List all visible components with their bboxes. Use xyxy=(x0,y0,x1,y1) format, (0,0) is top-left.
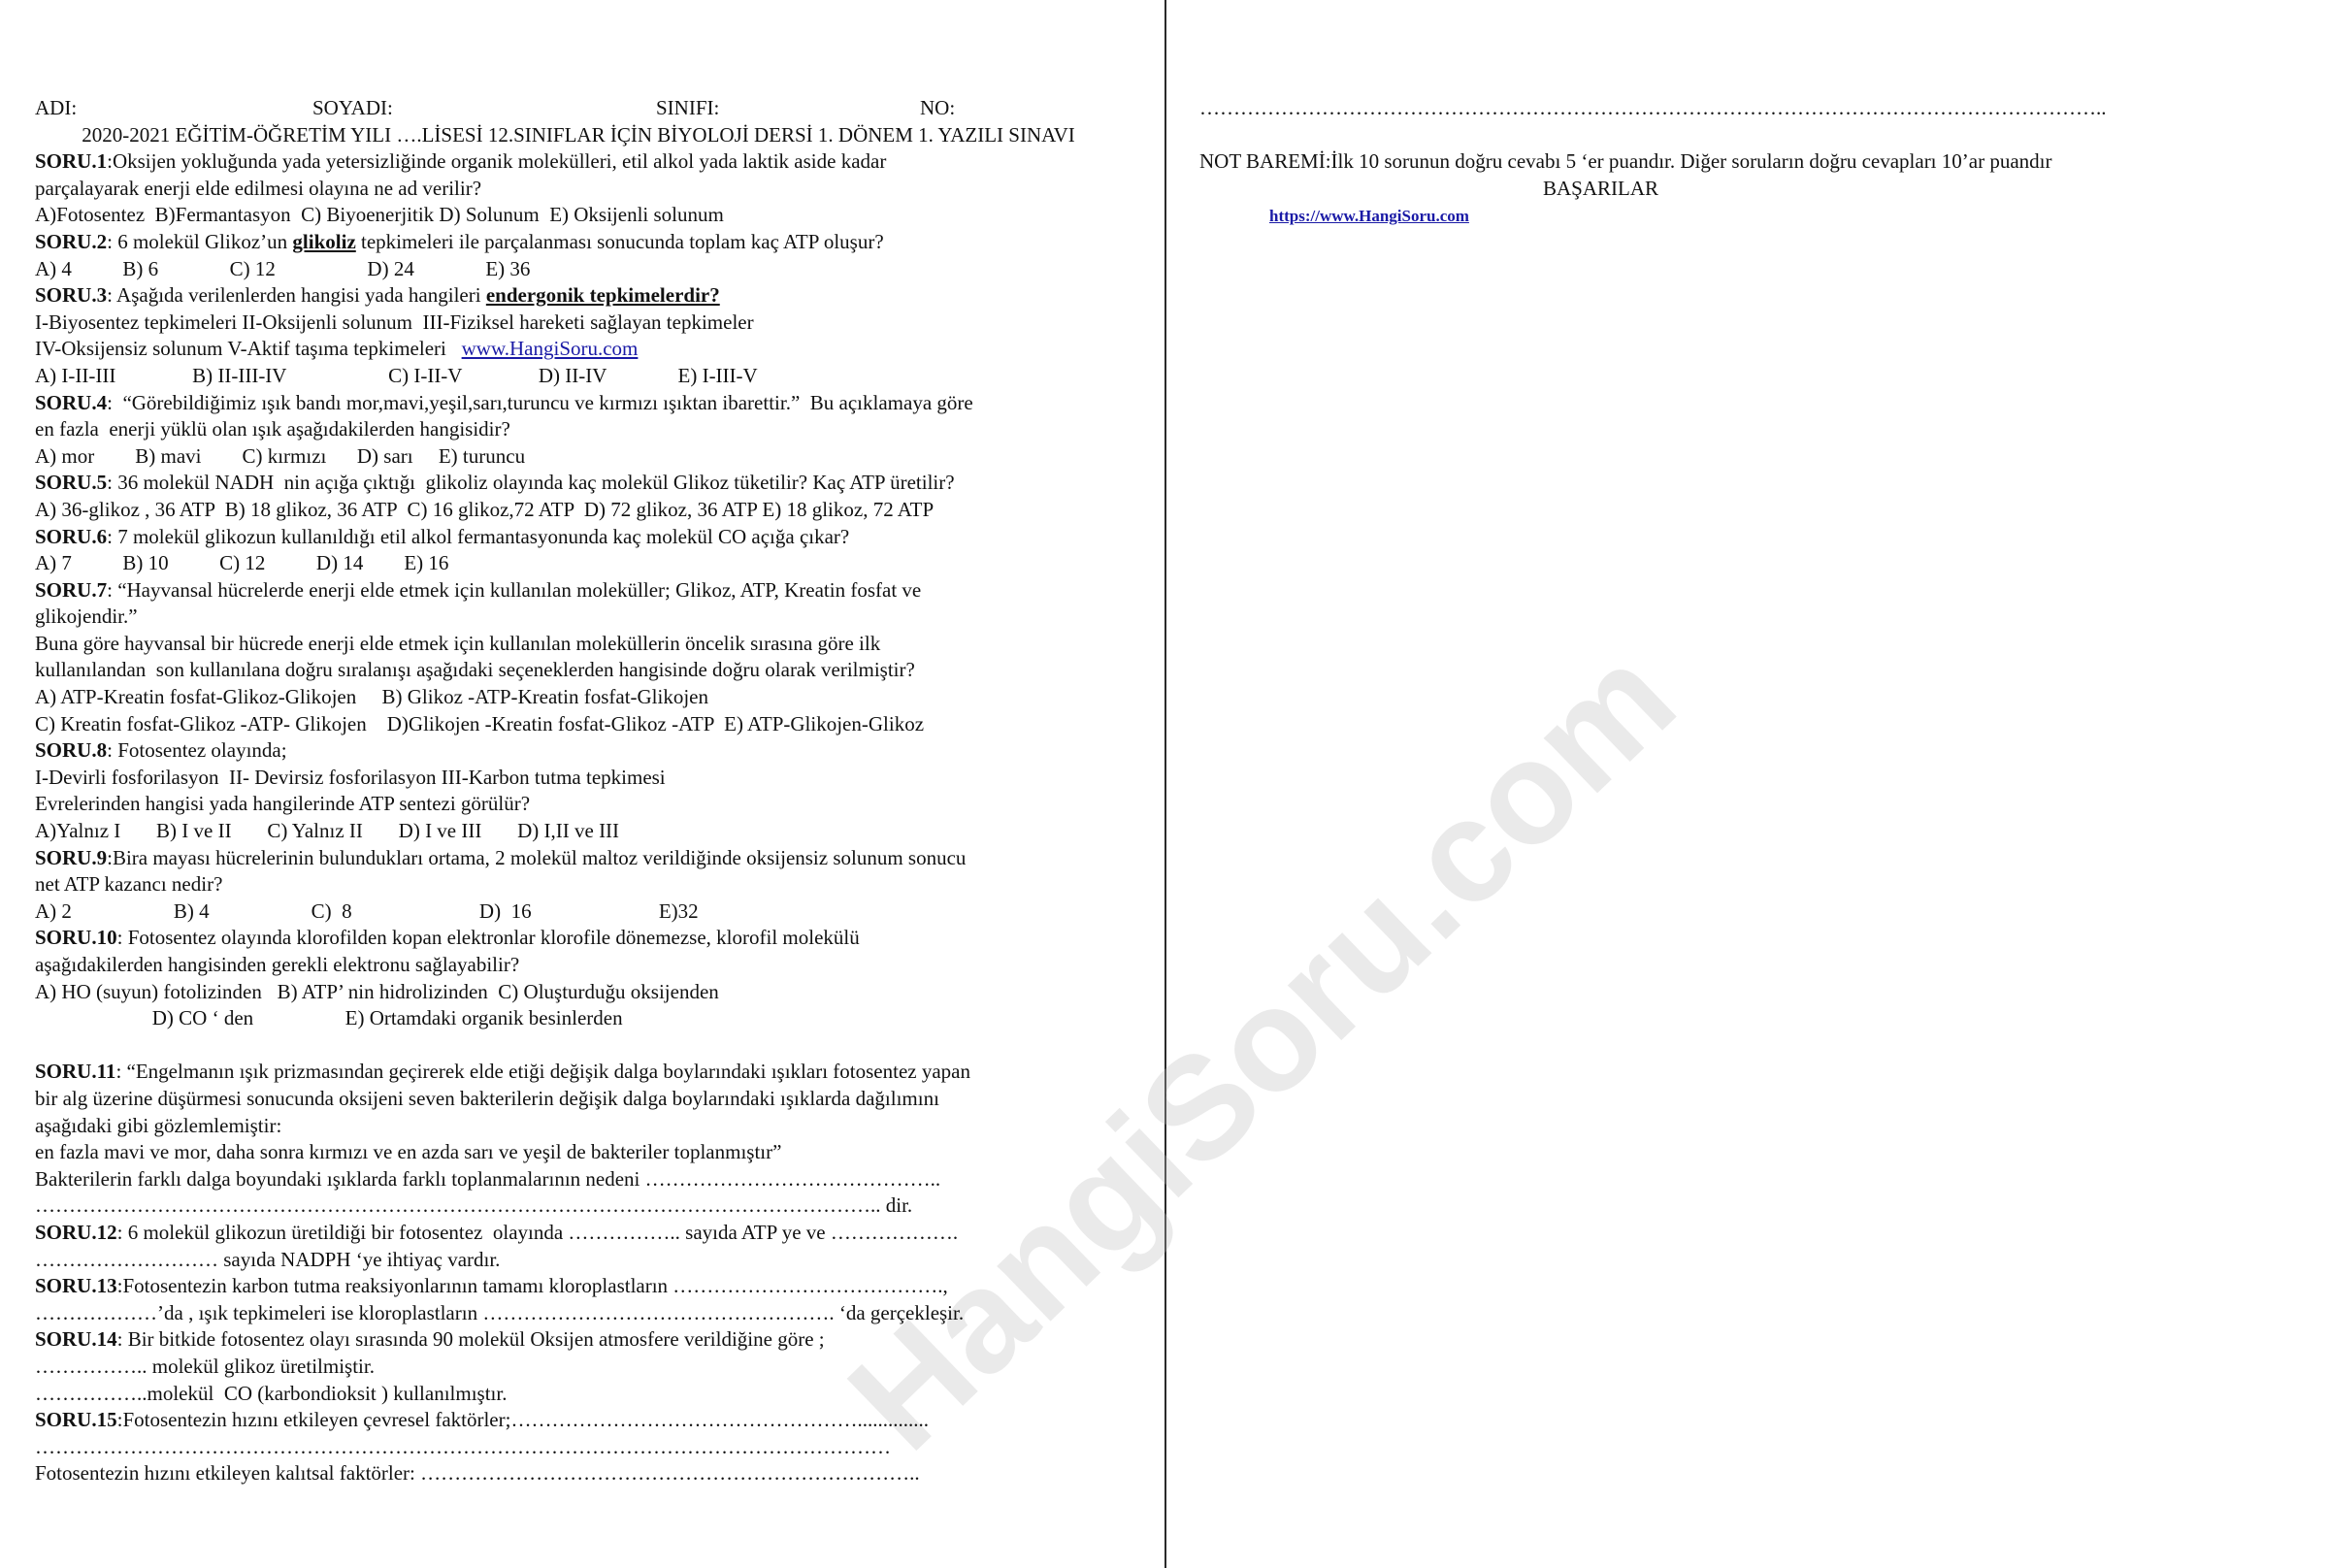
exam-left-column: ADI: SOYADI: SINIFI: NO: 2020-2021 EĞİTİM-ÖĞRETİM YILI ….LİSESİ 12.SINIFLAR İÇİN BİYOLOJİ DERSİ 1. DÖNEM 1. YAZILI SINAVI SORU.1:Oksijen yokluğunda yada yetersizliğinde organik molekülleri, etil alkol yada laktik aside kadar parçalayarak enerji elde edilmesi olayına ne ad verilir? A)Fotosentez B)Fermantasyon C) Biyoenerjitik D) Solunum E) Oksijenli solunum SORU.2: 6 molekül Glikoz’un glikoliz tepkimeleri ile parçalanması sonucunda toplam kaç ATP oluşur? A) 4 B) 6 C) 12 D) 24 E) 36 SORU.3: Aşağıda verilenlerden hangisi yada hangileri endergonik tepkimelerdir? I-Biyosentez tepkimeleri II-Oksijenli solunum III-Fiziksel hareketi sağlayan tepkimeler IV-Oksijensiz solunum V-Aktif taşıma tepkimeleri www.HangiSoru.com A) I-II-III B) II-III-IV C) I-II-V D) II-IV E) I-III-V SORU.4: “Görebildiğimiz ışık bandı mor,mavi,yeşil,sarı,turuncu ve kırmızı ışıktan ibarettir.” Bu açıklamaya göre en fazla enerji yüklü olan ışık aşağıdakilerden hangisidir? A) mor B) mavi C) kırmızı D) sarı E) turuncu SORU.5: 36 molekül NADH nin açığa çıktığı glikoliz olayında kaç molekül Glikoz tüketilir? Kaç ATP üretilir? A) 36-glikoz , 36 ATP B) 18 glikoz, 36 ATP C) 16 glikoz,72 ATP D) 72 glikoz, 36 ATP E) 18 glikoz, 72 ATP SORU.6: 7 molekül glikozun kullanıldığı etil alkol fermantasyonunda kaç molekül CO açığa çıkar? A) 7 B) 10 C) 12 D) 14 E) 16 SORU.7: “Hayvansal hücrelerde enerji elde etmek için kullanılan moleküller; Glikoz, ATP, Kreatin fosfat ve glikojendir.” Buna göre hayvansal bir hücrede enerji elde etmek için kullanılan moleküllerin öncelik sırasına göre ilk kullanılandan son kullanılana doğru sıralanışı aşağıdaki seçeneklerden hangisinde doğru olarak verilmiştir? A) ATP-Kreatin fosfat-Glikoz-Glikojen B) Glikoz -ATP-Kreatin fosfat-Glikojen C) Kreatin fosfat-Glikoz -ATP- Glikojen D)Glikojen -Kreatin fosfat-Glikoz -ATP E) ATP-Glikojen-Glikoz SORU.8: Fotosentez olayında; I-Devirli fosforilasyon II- Devirsiz fosforilasyon III-Karbon tutma tepkimesi Evrelerinden hangisi yada hangilerinde ATP sentezi görülür? A)Yalnız I B) I ve II C) Yalnız II D) I ve III D) I,II ve III SORU.9:Bira mayası hücrelerinin bulundukları ortama, 2 molekül maltoz verildiğinde oksijensiz solunum sonucu net ATP kazancı nedir? A) 2 B) 4 C) 8 D) 16 E)32 SORU.10: Fotosentez olayında klorofilden kopan elektronlar klorofile dönemezse, klorofil molekülü aşağıdakilerden hangisinden gerekli elektronu sağlayabilir? A) HO (suyun) fotolizinden B) ATP’ nin hidrolizinden C) Oluşturduğu oksijenden D) CO ‘ den E) Ortamdaki organik besinlerden SORU.11: “Engelmanın ışık prizmasından geçirerek elde etiği değişik dalga boylarındaki ışıkları fotosentez yapan bir alg üzerine düşürmesi sonucunda oksijeni seven bakterilerin değişik dalga boylarındaki ışıklarda dağılımını aşağıdaki gibi gözlemlemiştir: en fazla mavi ve mor, daha sonra kırmızı ve en azda sarı ve yeşil de bakteriler toplanmıştır” Bakterilerin farklı dalga boyundaki ışıklarda farklı toplanmalarının nedeni …………………………………….. …………………………………………………………………………………………………………….. dir. SORU.12: 6 molekül glikozun üretildiği bir fotosentez olayında …………….. sayıda ATP ye ve ………………. ……………………… sayıda NADPH ‘ye ihtiyaç vardır. SORU.13:Fotosentezin karbon tutma reaksiyonlarının tamamı kloroplastların …………………………………., ………………’da , ışık tepkimeleri ise kloroplastların ……………………………………………. ‘da gerçekleşir. SORU.14: Bir bitkide fotosentez olayı sırasında 90 molekül Oksijen atmosfere verildiğine göre ; …………….. molekül glikoz üretilmiştir. ……………..molekül CO (karbondioksit ) kullanılmıştır. SORU.15:Fotosentezin hızını etkileyen çevresel faktörler;…………………………………………….............. ……………………………………………………………………………………………………………… Fotosentezin hızını etkileyen kalıtsal faktörler: ……………………………………………………………….. xyxy=(35,95,1122,1487)
question-2: SORU.2: 6 molekül Glikoz’un glikoliz tepkimeleri ile parçalanması sonucunda toplam kaç ATP oluşur? xyxy=(35,229,884,253)
name-label: ADI: xyxy=(35,96,78,119)
column-divider xyxy=(1164,0,1166,1568)
student-info-row xyxy=(35,95,1122,122)
question-3: SORU.3: Aşağıda verilenlerden hangisi yada hangileri endergonik tepkimelerdir? xyxy=(35,283,720,308)
watermark: HangiSoru.com xyxy=(817,615,1705,1481)
question-1-options: A)Fotosentez B)Fermantasyon C) Biyoenerjitik D) Solunum E) Oksijenli solunum xyxy=(35,203,724,227)
hangisoru-link[interactable]: www.HangiSoru.com xyxy=(461,337,639,361)
question-5: SORU.5: 36 molekül NADH nin açığa çıktığı glikoliz olayında kaç molekül Glikoz tüketilir? Kaç ATP üretilir? xyxy=(35,471,955,495)
grading-note: NOT BAREMİ:İlk 10 sorunun doğru cevabı 5 ‘er puandır. Diğer soruların doğru cevapları 10’ar puandır xyxy=(1199,149,2052,174)
exam-title: 2020-2021 EĞİTİM-ÖĞRETİM YILI ….LİSESİ 12.SINIFLAR İÇİN BİYOLOJİ DERSİ 1. DÖNEM 1. YAZILI SINAVI xyxy=(82,122,1075,147)
exam-right-column xyxy=(1199,95,2296,230)
question-10: SORU.10: Fotosentez olayında klorofilden kopan elektronlar klorofile dönemezse, klorofil molekülü xyxy=(35,926,860,950)
question-10-options: A) HO (suyun) fotolizinden B) ATP’ nin hidrolizinden C) Oluşturduğu oksijenden xyxy=(35,979,719,1003)
answer-dots-line: …………………………………………………………………………………………………………………….. xyxy=(1199,96,2107,119)
question-5-options: A) 36-glikoz , 36 ATP B) 18 glikoz, 36 ATP C) 16 glikoz,72 ATP D) 72 glikoz, 36 ATP E) 18 glikoz, 72 ATP xyxy=(35,497,935,521)
question-6: SORU.6: 7 molekül glikozun kullanıldığı etil alkol fermantasyonunda kaç molekül CO açığa çıkar? xyxy=(35,524,850,548)
question-13: SORU.13:Fotosentezin karbon tutma reaksiyonlarının tamamı kloroplastların …………………………………., xyxy=(35,1274,948,1298)
class-label: SINIFI: xyxy=(656,96,720,119)
question-9: SORU.9:Bira mayası hücrelerinin bulundukları ortama, 2 molekül maltoz verildiğinde oksijensiz solunum sonucu xyxy=(35,845,967,869)
question-7: SORU.7: “Hayvansal hücrelerde enerji elde etmek için kullanılan moleküller; Glikoz, ATP, Kreatin fosfat ve xyxy=(35,577,922,602)
question-15: SORU.15:Fotosentezin hızını etkileyen çevresel faktörler;…………………………………………….............. xyxy=(35,1408,929,1432)
question-6-options: A) 7 B) 10 C) 12 D) 14 E) 16 xyxy=(35,551,449,575)
question-8-options: A)Yalnız I B) I ve II C) Yalnız II D) I ve III D) I,II ve III xyxy=(35,819,620,843)
question-1: SORU.1:Oksijen yokluğunda yada yetersizliğinde organik molekülleri, etil alkol yada laktik aside kadar xyxy=(35,149,887,174)
question-7-options: A) ATP-Kreatin fosfat-Glikoz-Glikojen B) Glikoz -ATP-Kreatin fosfat-Glikojen xyxy=(35,685,709,709)
hangisoru-url-link[interactable]: https://www.HangiSoru.com xyxy=(1269,207,1469,226)
question-12: SORU.12: 6 molekül glikozun üretildiği bir fotosentez olayında …………….. sayıda ATP ye ve ………………. xyxy=(35,1220,959,1244)
question-4-options: A) mor B) mavi C) kırmızı D) sarı E) turuncu xyxy=(35,443,526,468)
question-9-options: A) 2 B) 4 C) 8 D) 16 E)32 xyxy=(35,898,699,923)
number-label: NO: xyxy=(920,96,956,119)
question-3-options: A) I-II-III B) II-III-IV C) I-II-V D) II-IV E) I-III-V xyxy=(35,363,758,387)
question-4: SORU.4: “Görebildiğimiz ışık bandı mor,mavi,yeşil,sarı,turuncu ve kırmızı ışıktan ibarettir.” Bu açıklamaya göre xyxy=(35,390,973,414)
question-8: SORU.8: Fotosentez olayında; xyxy=(35,738,287,763)
surname-label: SOYADI: xyxy=(312,96,393,119)
question-14: SORU.14: Bir bitkide fotosentez olayı sırasında 90 molekül Oksijen atmosfere verildiğine göre ; xyxy=(35,1327,825,1352)
question-2-options: A) 4 B) 6 C) 12 D) 24 E) 36 xyxy=(35,256,531,280)
good-luck-text: BAŞARILAR xyxy=(1543,176,1659,200)
question-11: SORU.11: “Engelmanın ışık prizmasından geçirerek elde etiği değişik dalga boylarındaki ışıkları fotosentez yapan xyxy=(35,1060,970,1084)
